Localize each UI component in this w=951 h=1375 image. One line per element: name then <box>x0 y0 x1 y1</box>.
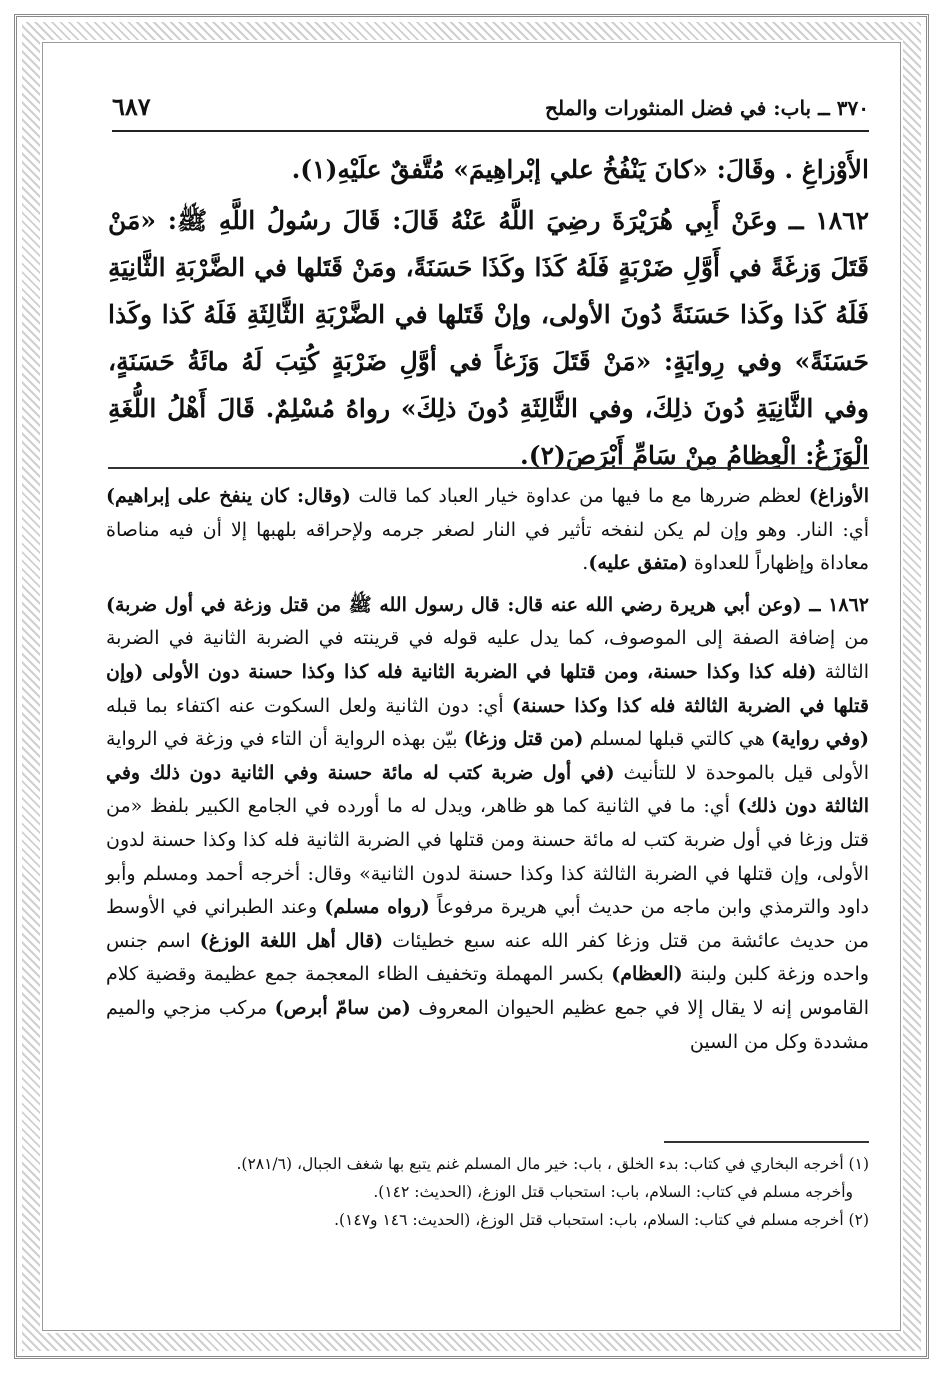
footnote-2: (٢) أخرجه مسلم في كتاب: السلام، باب: استحباب قتل الوزغ، (الحديث: ١٤٦ و١٤٧). <box>334 1211 869 1229</box>
footnotes <box>106 1150 869 1234</box>
commentary-text-run: لعظم ضررها مع ما فيها من عداوة خيار العباد كما قالت <box>350 485 809 507</box>
commentary-quote: الأوزاغ) <box>808 485 869 507</box>
footnote-separator <box>664 1141 869 1143</box>
commentary-quote: ١٨٦٢ ــ (وعن أبي هريرة رضي الله عنه قال: قال رسول الله ﷺ من قتل وزغة في أول ضربة) <box>106 593 869 616</box>
commentary-text-run: هي كالتي قبلها لمسلم <box>583 728 771 751</box>
commentary-text-run: أي: ما في الثانية كما هو ظاهر، ويدل له ما أورده في الجامع الكبير بلفظ «من قتل وزغا في أول ضربة كتب له مائة حسنة ومن قتلها في الضربة الثانية فله كذا وكذا حسنة لدون الأولى، وإن قتلها في الضربة الثالثة كذا وكذا حسنة لدون الثانية» وقال: أخرجه أحمد ومسلم وأبو داود والترمذي وابن ماجه من حديث أبي هريرة مرفوعاً <box>106 795 869 919</box>
hadith-number: ١٨٦٢ ــ <box>788 206 869 235</box>
commentary-text-run: أي: دون الثانية ولعل السكوت عنه اكتفاء بما قبله <box>106 694 512 717</box>
footnote-1: (١) أخرجه البخاري في كتاب: بدء الخلق ، باب: خير مال المسلم غنم يتبع بها شغف الجبال، (٢٨١/٦). <box>236 1155 869 1173</box>
commentary-quote: (العظام) <box>611 963 683 986</box>
commentary-quote: (من سامّ أبرص) <box>274 996 411 1019</box>
commentary-text-run: مركب مزجي والميم مشددة وكل من السين <box>106 996 869 1053</box>
commentary-paragraph-1 <box>106 480 869 581</box>
matn-paragraph-1: الأَوْزاغِ . وقَالَ: «كانَ يَنْفُخُ علي إبْراهِيمَ» مُتَّفقٌ علَيْهِ(١). <box>291 155 869 184</box>
commentary-text-run: أي: النار. وهو وإن لم يكن لنفخه تأثير في النار لصغر جرمه ولإحراقه بلهبها إلا أن فيه مناصاة معاداة وإظهاراً للعداوة <box>106 518 869 575</box>
commentary-text-run: وعند الطبراني في الأوسط من حديث عائشة من قتل وزغا كفر الله عنه سبع خطيئات <box>106 896 869 952</box>
matn-separator <box>108 467 869 469</box>
running-header <box>112 88 869 132</box>
commentary-text-run: اسم جنس واحده وزغة كلبن ولبنة <box>106 929 869 986</box>
page-number: ٦٨٧ <box>112 92 151 121</box>
commentary-paragraph-2 <box>106 589 869 1059</box>
commentary-quote: (متفق عليه) <box>588 552 688 575</box>
commentary-text-run: بيّن بهذه الرواية أن التاء في وزغة في الرواية الأولى قيل بالموحدة لا للتأنيث <box>106 728 870 784</box>
commentary-quote: (رواه مسلم) <box>324 896 430 919</box>
commentary-text-run: . <box>582 552 589 575</box>
chapter-title: ٣٧٠ ــ باب: في فضل المنثورات والملح <box>545 96 869 120</box>
matn-paragraph-2 <box>108 197 869 479</box>
commentary-quote: (وقال: كان ينفخ على إبراهيم) <box>106 485 351 507</box>
commentary-quote: (من قتل وزغا) <box>463 728 584 751</box>
commentary-quote: (وفي رواية) <box>770 728 869 751</box>
commentary-quote: (قال أهل اللغة الوزغ) <box>199 929 384 952</box>
commentary-quote: (في أول ضربة كتب له مائة حسنة وفي الثانية دون ذلك وفي الثالثة دون ذلك) <box>106 761 869 818</box>
commentary-text-run: من إضافة الصفة إلى الموصوف، كما يدل عليه قوله في قرينته في الضربة الثانية في الضربة الثالثة <box>106 627 869 683</box>
commentary-text-run: بكسر المهملة وتخفيف الظاء المعجمة جمع عظيمة وقضية كلام القاموس إنه لا يقال إلا في جمع عظيم الحيوان المعروف <box>106 963 869 1019</box>
commentary-text <box>106 480 869 1059</box>
commentary-quote: (فله كذا وكذا حسنة، ومن قتلها في الضربة الثانية فله كذا وكذا حسنة دون الأولى (وإن قتلها في الضربة الثالثة فله كذا وكذا حسنة) <box>106 660 869 717</box>
hadith-text <box>108 146 869 479</box>
footnote-1-continued: وأخرجه مسلم في كتاب: السلام، باب: استحباب قتل الوزغ، (الحديث: ١٤٢). <box>373 1183 853 1201</box>
hadith-body: وعَنْ أَبِي هُرَيْرَةَ رضِيَ اللَّهُ عَنْهُ قَالَ: قَالَ رسُولُ اللَّهِ ﷺ: «مَنْ قَتَلَ وَزغَةً في أَوَّلِ ضَرْبَةٍ فَلَهُ كَذَا وكَذَا حَسَنَةً، ومَنْ قَتَلها في الضَّرْبَةِ الثَّانِيَةِ فَلَهُ كَذا وكَذا حَسَنَةً دُونَ الأولى، وإنْ قَتَلها في الضَّرْبَةِ الثَّالِثَةِ فَلَهُ كَذا وكَذا حَسَنَةً» وفي رِوايَةٍ: «مَنْ قَتَلَ وَزَغاً في أوَّلِ ضَرْبَةٍ كُتِبَ لَهُ مائَةُ حَسَنَةٍ، وفي الثَّانِيَةِ دُونَ ذلِكَ، وفي الثَّالِثَةِ دُونَ ذلِكَ» رواهُ مُسْلِمٌ. قَالَ أَهْلُ اللُّغَةِ الْوَزَغُ: الْعِظامُ مِنْ سَامِّ أَبْرَصَ(٢). <box>108 206 869 470</box>
